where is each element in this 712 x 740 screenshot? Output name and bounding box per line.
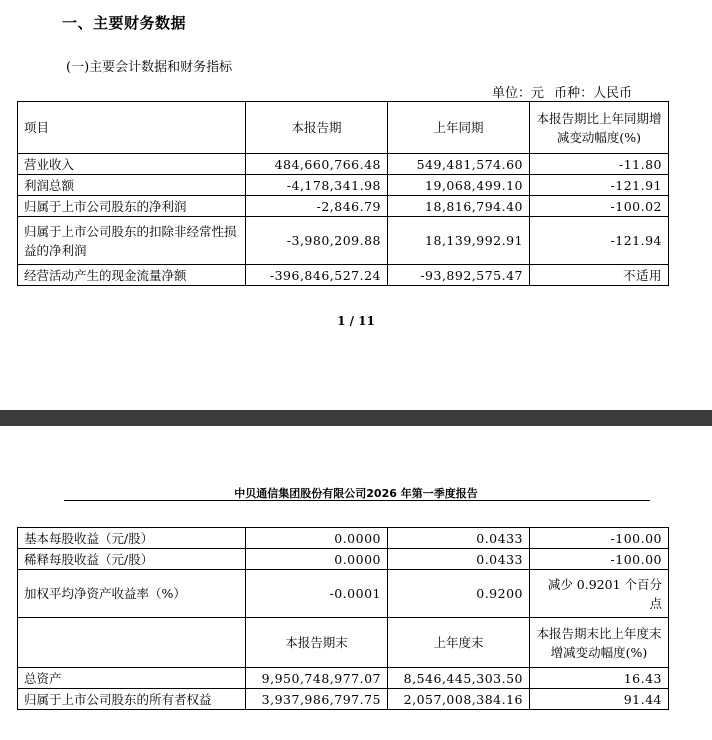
cell-current: 0.0000 xyxy=(246,528,388,549)
cell-change: -121.91 xyxy=(530,175,669,196)
cell-current: -0.0001 xyxy=(246,570,388,618)
header-last-year: 上年同期 xyxy=(388,102,530,154)
cell-current: -4,178,341.98 xyxy=(246,175,388,196)
cell-change: 91.44 xyxy=(530,689,669,710)
header-rule xyxy=(64,500,650,501)
row-label: 总资产 xyxy=(18,668,246,689)
cell-change: -11.80 xyxy=(530,154,669,175)
cell-current: 484,660,766.48 xyxy=(246,154,388,175)
table-row xyxy=(18,217,669,265)
cell-last-year: 18,816,794.40 xyxy=(388,196,530,217)
cell-change: 16.43 xyxy=(530,668,669,689)
table-row xyxy=(18,196,669,217)
cell-change: -100.00 xyxy=(530,528,669,549)
header-last-year-end: 上年度末 xyxy=(388,618,530,668)
page-divider xyxy=(0,410,712,426)
cell-change: 减少 0.9201 个百分点 xyxy=(530,570,669,618)
header-change-pct: 本报告期末比上年度末增减变动幅度(%) xyxy=(530,618,669,668)
subsection-title: (一)主要会计数据和财务指标 xyxy=(66,60,233,75)
cell-current: -3,980,209.88 xyxy=(246,217,388,265)
cell-change: -121.94 xyxy=(530,217,669,265)
cell-last-year: 19,068,499.10 xyxy=(388,175,530,196)
row-label: 稀释每股收益（元/股） xyxy=(18,549,246,570)
row-label: 归属于上市公司股东的所有者权益 xyxy=(18,689,246,710)
row-label: 营业收入 xyxy=(18,154,246,175)
cell-change: -100.02 xyxy=(530,196,669,217)
header-item: 项目 xyxy=(18,102,246,154)
header-current-period: 本报告期 xyxy=(246,102,388,154)
cell-last-year: 549,481,574.60 xyxy=(388,154,530,175)
report-header: 中贝通信集团股份有限公司2026 年第一季度报告 xyxy=(234,487,478,500)
cell-last-year: 18,139,992.91 xyxy=(388,217,530,265)
cell-current: -396,846,527.24 xyxy=(246,265,388,286)
header-change-pct: 本报告期比上年同期增减变动幅度(%) xyxy=(530,102,669,154)
page-number: 1 / 11 xyxy=(337,314,375,328)
cell-last-year-end: 2,057,008,384.16 xyxy=(388,689,530,710)
section-title: 一、主要财务数据 xyxy=(62,14,187,32)
cell-last-year: 0.9200 xyxy=(388,570,530,618)
table-header-row xyxy=(18,618,669,668)
table-row xyxy=(18,549,669,570)
cell-period-end: 9,950,748,977.07 xyxy=(246,668,388,689)
financial-data-table-continued xyxy=(17,527,669,710)
cell-last-year: 0.0433 xyxy=(388,549,530,570)
row-label: 归属于上市公司股东的净利润 xyxy=(18,196,246,217)
header-period-end: 本报告期末 xyxy=(246,618,388,668)
cell-change: 不适用 xyxy=(530,265,669,286)
row-label: 归属于上市公司股东的扣除非经常性损益的净利润 xyxy=(18,217,246,265)
header-item xyxy=(18,618,246,668)
cell-period-end: 3,937,986,797.75 xyxy=(246,689,388,710)
financial-data-table xyxy=(17,101,669,286)
table-row xyxy=(18,528,669,549)
table-row xyxy=(18,668,669,689)
cell-last-year-end: 8,546,445,303.50 xyxy=(388,668,530,689)
row-label: 基本每股收益（元/股） xyxy=(18,528,246,549)
row-label: 经营活动产生的现金流量净额 xyxy=(18,265,246,286)
table-row xyxy=(18,689,669,710)
table-row xyxy=(18,265,669,286)
cell-last-year: 0.0433 xyxy=(388,528,530,549)
cell-current: -2,846.79 xyxy=(246,196,388,217)
cell-change: -100.00 xyxy=(530,549,669,570)
row-label: 加权平均净资产收益率（%） xyxy=(18,570,246,618)
cell-last-year: -93,892,575.47 xyxy=(388,265,530,286)
unit-currency-line: 单位：元 币种：人民币 xyxy=(492,86,633,101)
table-row xyxy=(18,175,669,196)
table-header-row xyxy=(18,102,669,154)
row-label: 利润总额 xyxy=(18,175,246,196)
table-row xyxy=(18,154,669,175)
table-row xyxy=(18,570,669,618)
cell-current: 0.0000 xyxy=(246,549,388,570)
